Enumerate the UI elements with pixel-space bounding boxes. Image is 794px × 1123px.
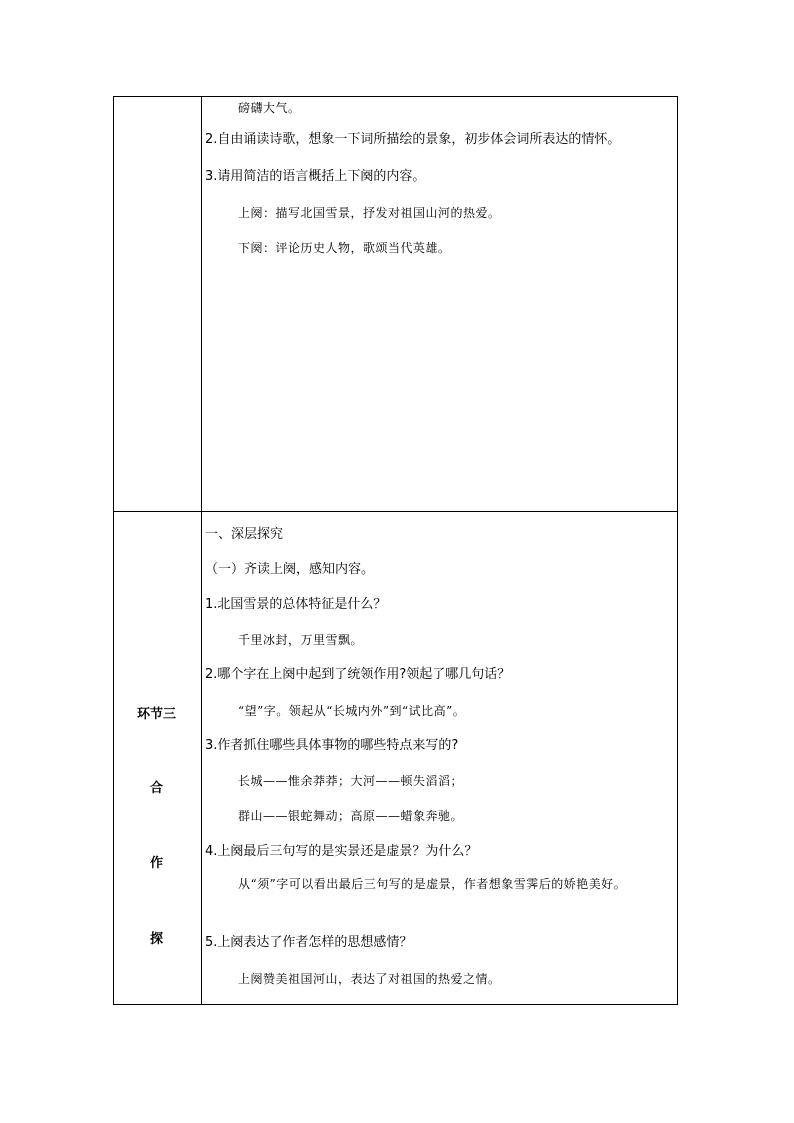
text-line-bottom-7: 3.作者抓住哪些具体事物的哪些特点来写的? xyxy=(205,738,459,753)
text-line-bottom-13: 上阕赞美祖国河山，表达了对祖国的热爱之情。 xyxy=(238,972,501,986)
text-line-bottom-10: 4.上阕最后三句写的是实景还是虚景？为什么？ xyxy=(205,844,478,859)
section-label-char-1: 合 xyxy=(150,781,164,796)
section-label-char-3: 探 xyxy=(150,932,164,947)
text-line-bottom-5: 2.哪个字在上阕中起到了统领作用?领起了哪几句话？ xyxy=(205,667,511,682)
text-line-bottom-1: 一、深层探究 xyxy=(205,527,284,542)
text-line-top-4: 上阕：描写北国雪景，抒发对祖国山河的热爱。 xyxy=(238,206,501,220)
text-line-bottom-2: （一）齐读上阕，感知内容。 xyxy=(205,562,375,577)
text-paragraph-bottom-11: 从“须”字可以看出最后三句写的是虚景，作者想象雪霁后的娇艳美好。 xyxy=(238,877,627,891)
text-line-bottom-6: “望”字。领起从“长城内外”到“试比高”。 xyxy=(238,704,466,718)
row-divider xyxy=(114,511,677,512)
lesson-table xyxy=(113,96,678,1005)
column-divider xyxy=(201,97,202,1004)
text-line-bottom-4: 千里冰封，万里雪飘。 xyxy=(238,633,364,647)
text-line-bottom-3: 1.北国雪景的总体特征是什么？ xyxy=(205,597,387,612)
section-label-char-2: 作 xyxy=(150,856,164,871)
text-line-top-2: 2.自由诵读诗歌，想象一下词所描绘的景象，初步体会词所表达的情怀。 xyxy=(205,132,621,147)
section-label-title: 环节三 xyxy=(137,707,177,722)
text-line-bottom-12: 5.上阕表达了作者怎样的思想感情？ xyxy=(205,935,413,950)
text-line-top-3: 3.请用简洁的语言概括上下阕的内容。 xyxy=(205,169,426,184)
text-line-bottom-9: 群山——银蛇舞动；高原——蜡象奔驰。 xyxy=(238,809,464,823)
text-line-bottom-8: 长城——惟余莽莽；大河——顿失滔滔； xyxy=(238,774,464,788)
text-line-top-1: 磅礴大气。 xyxy=(238,101,301,115)
text-line-top-5: 下阕：评论历史人物，歌颂当代英雄。 xyxy=(238,241,451,255)
